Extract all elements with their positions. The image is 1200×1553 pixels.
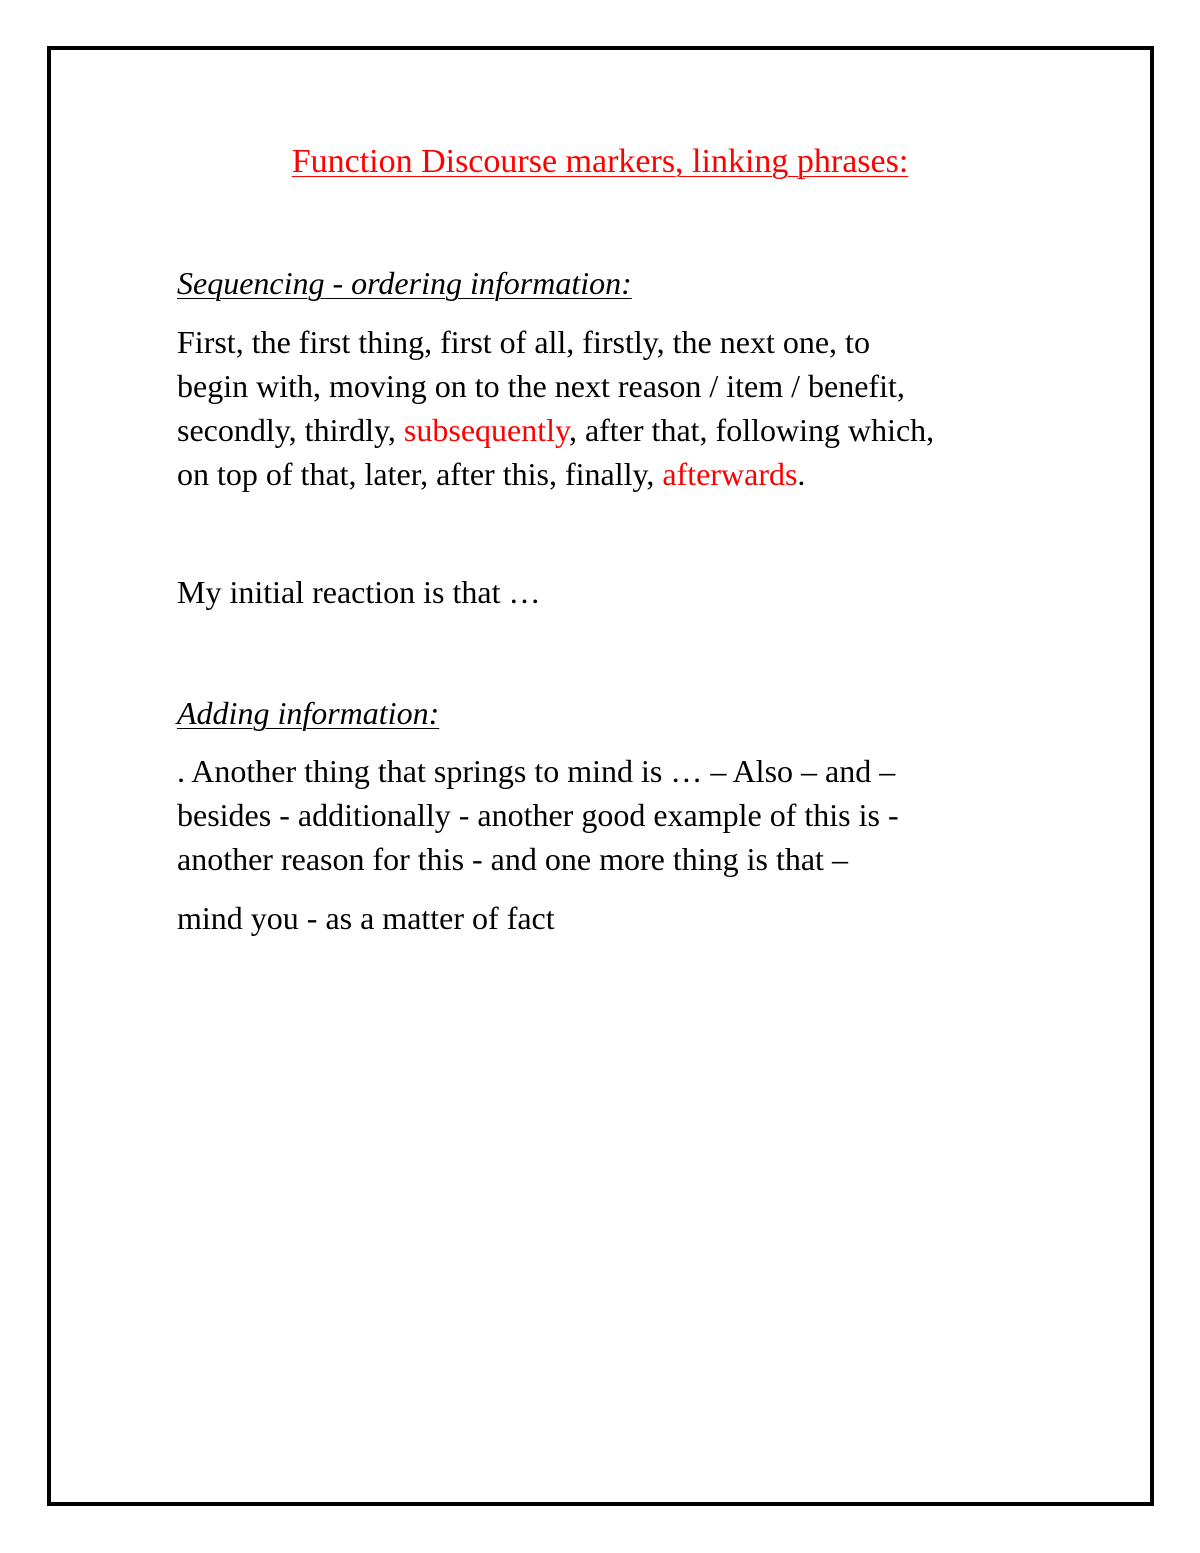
adding-line-2: besides - additionally - another good example of this is - bbox=[177, 797, 899, 833]
adding-line-1: . Another thing that springs to mind is … – Also – and – bbox=[177, 753, 896, 789]
adding-line-3: another reason for this - and one more thing is that – bbox=[177, 841, 848, 877]
adding-paragraph bbox=[177, 749, 1057, 881]
adding-heading: Adding information: bbox=[177, 695, 440, 731]
sequencing-line-3 bbox=[177, 408, 1057, 452]
initial-reaction-line: My initial reaction is that … bbox=[177, 574, 541, 610]
document-title: Function Discourse markers, linking phrases: bbox=[291, 143, 909, 180]
sequencing-heading: Sequencing - ordering information: bbox=[177, 265, 632, 301]
sequencing-paragraph bbox=[177, 320, 1057, 496]
adding-last-line: mind you - as a matter of fact bbox=[177, 900, 555, 936]
sequencing-line-3-end: , after that, following which, bbox=[568, 412, 935, 448]
sequencing-line-4-end: . bbox=[797, 456, 806, 492]
sequencing-line-2: begin with, moving on to the next reason / item / benefit, bbox=[177, 368, 905, 404]
highlight-afterwards: afterwards bbox=[662, 456, 798, 492]
sequencing-line-3-start: secondly, thirdly, bbox=[177, 412, 404, 448]
sequencing-line-1: First, the first thing, first of all, firstly, the next one, to bbox=[177, 324, 870, 360]
sequencing-line-4-start: on top of that, later, after this, finally, bbox=[177, 456, 663, 492]
highlight-subsequently: subsequently bbox=[403, 412, 569, 448]
sequencing-line-4 bbox=[177, 452, 1057, 496]
